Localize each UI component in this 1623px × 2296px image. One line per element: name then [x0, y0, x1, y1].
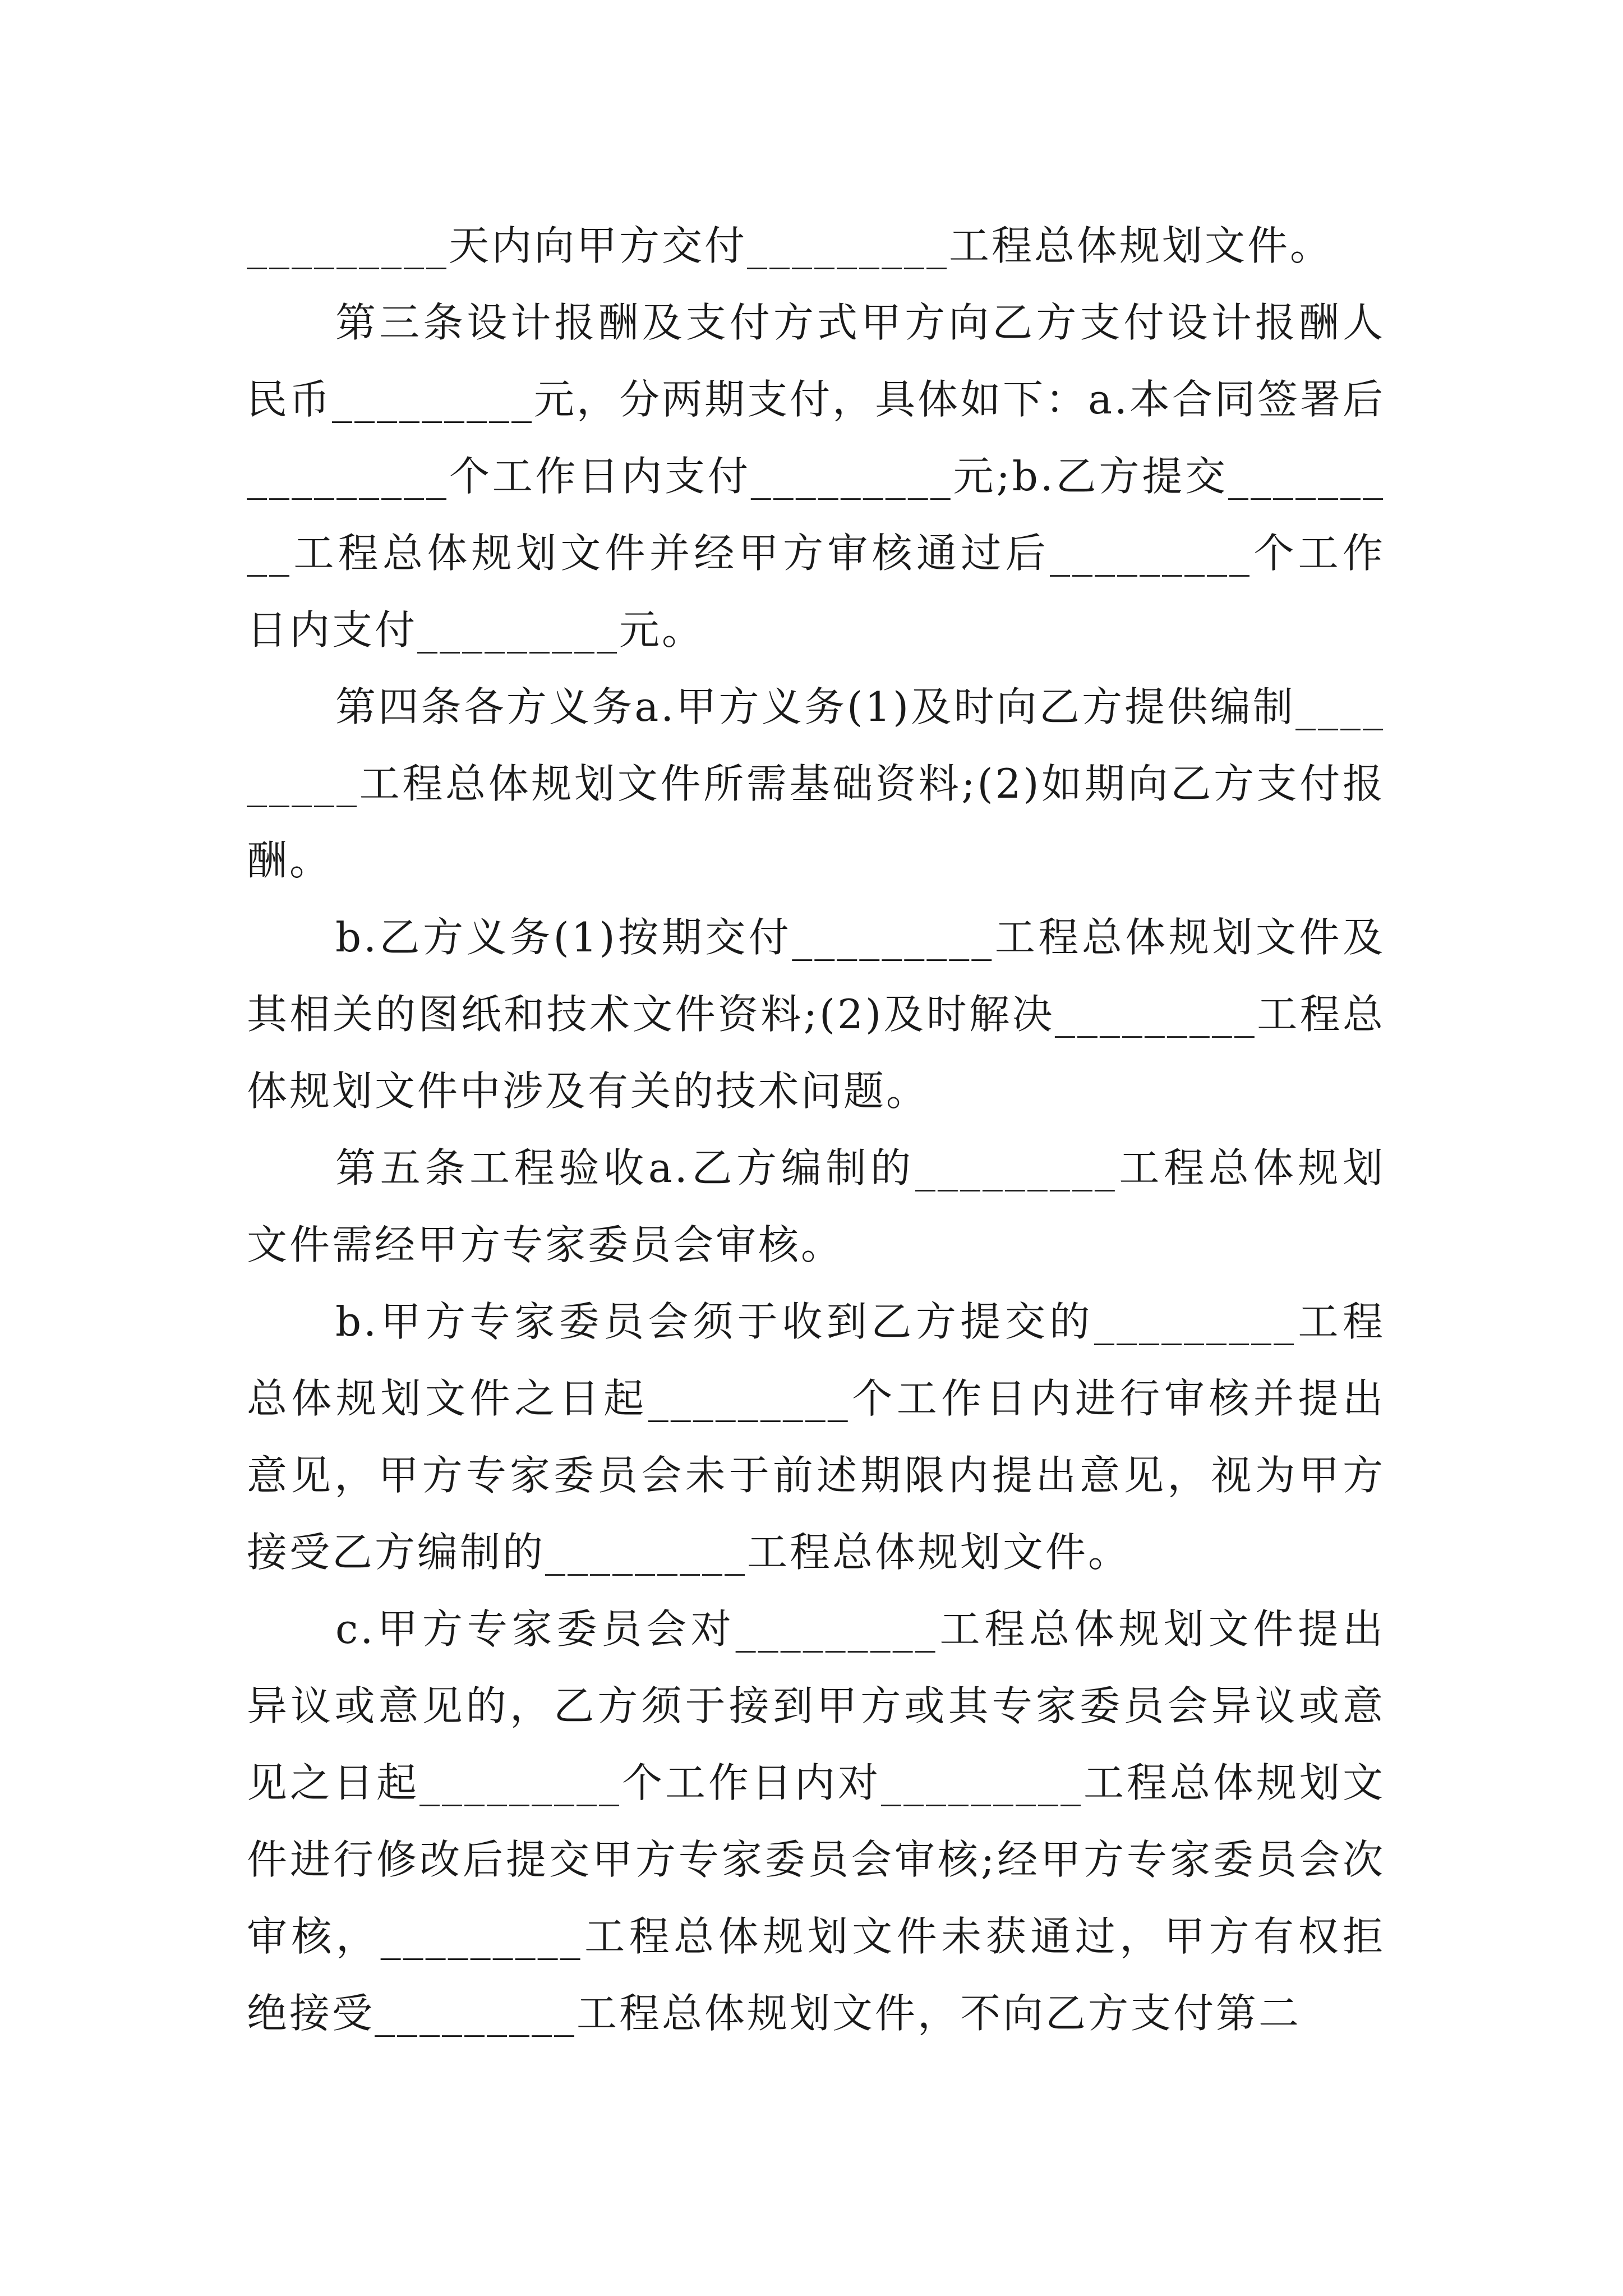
paragraph-article-4-obligations-a: 第四条各方义务a.甲方义务(1)及时向乙方提供编制_________工程总体规划文件所需基础资料;(2)如期向乙方支付报酬。: [247, 683, 1385, 884]
paragraph-article-5-acceptance-c: c.甲方专家委员会对_________工程总体规划文件提出异议或意见的，乙方须于接到甲方或其专家委员会异议或意见之日起_________个工作日内对_________工程总体规划文件进行修改后提交甲方专家委员会审核;经甲方专家委员会次审核，_________工程总体规划文件未获通过，甲方有权拒绝接受_________工程总体规划文件，不向乙方支付第二: [247, 1605, 1385, 2037]
paragraph-article-3-payment: 第三条设计报酬及支付方式甲方向乙方支付设计报酬人民币_________元，分两期支付，具体如下：a.本合同签署后_________个工作日内支付_________元;b.乙方提交_________工程总体规划文件并经甲方审核通过后_________个工作日内支付_________元。: [247, 299, 1385, 654]
paragraph-article-4-obligations-b: b.乙方义务(1)按期交付_________工程总体规划文件及其相关的图纸和技术文件资料;(2)及时解决_________工程总体规划文件中涉及有关的技术问题。: [247, 914, 1385, 1115]
paragraph-article-5-acceptance-a: 第五条工程验收a.乙方编制的_________工程总体规划文件需经甲方专家委员会审核。: [247, 1144, 1385, 1268]
paragraph-delivery: _________天内向甲方交付_________工程总体规划文件。: [247, 222, 1333, 269]
document-page: [247, 208, 1385, 2052]
paragraph-article-5-acceptance-b: b.甲方专家委员会须于收到乙方提交的_________工程总体规划文件之日起_________个工作日内进行审核并提出意见，甲方专家委员会未于前述期限内提出意见，视为甲方接受乙方编制的_________工程总体规划文件。: [247, 1298, 1385, 1576]
